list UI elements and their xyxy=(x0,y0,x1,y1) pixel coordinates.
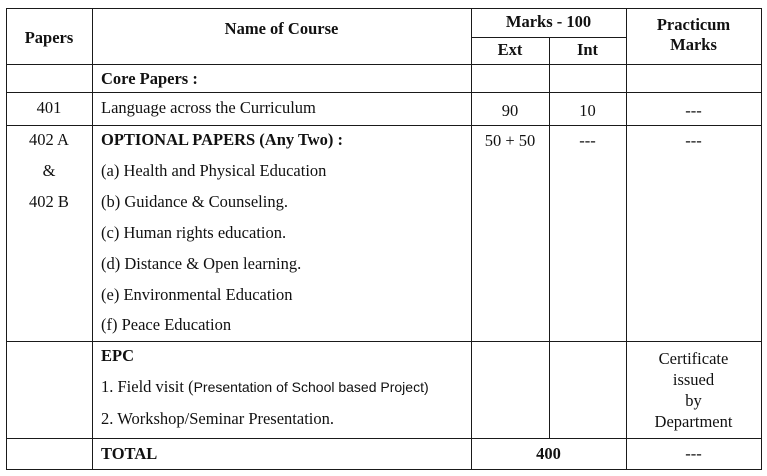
option-item: (f) Peace Education xyxy=(101,315,232,334)
table-border-left xyxy=(6,8,7,470)
row-401-practicum: --- xyxy=(685,101,702,120)
row-402-paper-amp: & xyxy=(42,161,56,180)
row-divider-marks-sub xyxy=(471,37,626,38)
row-402-paper-b: 402 B xyxy=(29,192,69,211)
total-practicum: --- xyxy=(685,444,702,463)
header-ext: Ext xyxy=(497,40,523,59)
header-int: Int xyxy=(576,40,599,59)
option-item: (c) Human rights education. xyxy=(101,223,287,242)
col-divider-ext-int xyxy=(549,37,550,439)
row-402-int: --- xyxy=(579,131,596,150)
core-papers-title: Core Papers : xyxy=(101,69,198,88)
option-item: (d) Distance & Open learning. xyxy=(101,254,302,273)
epc-practicum-line: Certificate xyxy=(658,349,729,368)
epc-practicum-line: issued xyxy=(672,370,715,389)
epc-practicum-line: by xyxy=(685,391,702,410)
header-marks: Marks - 100 xyxy=(505,12,592,31)
row-402-title: OPTIONAL PAPERS (Any Two) : xyxy=(101,130,344,149)
course-marks-table xyxy=(6,8,762,470)
table-border-bottom xyxy=(6,469,762,470)
row-401-paper: 401 xyxy=(36,98,62,117)
table-border-top xyxy=(6,8,762,9)
header-course: Name of Course xyxy=(224,19,339,38)
header-practicum-1: Practicum xyxy=(656,15,731,34)
epc-item-1-prefix: 1. Field visit ( xyxy=(101,377,194,396)
epc-item-1-suffix: ) xyxy=(423,379,429,395)
epc-item-2: 2. Workshop/Seminar Presentation. xyxy=(101,409,335,428)
epc-title: EPC xyxy=(101,346,134,365)
row-divider-epc xyxy=(6,438,762,439)
header-papers: Papers xyxy=(24,28,74,47)
table-border-right xyxy=(761,8,762,470)
row-divider-header xyxy=(6,64,762,65)
header-practicum-2: Marks xyxy=(670,35,717,54)
row-divider-401 xyxy=(6,125,762,126)
row-401-int: 10 xyxy=(579,101,596,120)
epc-item-1-project: Presentation of School based Project xyxy=(193,379,424,395)
option-item: (b) Guidance & Counseling. xyxy=(101,192,288,211)
option-item: (e) Environmental Education xyxy=(101,285,293,304)
row-divider-402 xyxy=(6,341,762,342)
epc-item-1 xyxy=(101,377,429,397)
row-divider-core xyxy=(6,92,762,93)
col-divider-papers xyxy=(92,8,93,470)
col-divider-course xyxy=(471,8,472,470)
row-402-practicum: --- xyxy=(685,131,702,150)
option-item: (a) Health and Physical Education xyxy=(101,161,327,180)
row-402-ext: 50 + 50 xyxy=(484,131,536,150)
epc-practicum-line: Department xyxy=(654,412,733,431)
total-label: TOTAL xyxy=(101,444,158,463)
row-401-course: Language across the Curriculum xyxy=(101,98,316,117)
total-marks: 400 xyxy=(536,444,561,463)
row-401-ext: 90 xyxy=(501,101,519,120)
row-402-paper-a: 402 A xyxy=(29,130,69,149)
